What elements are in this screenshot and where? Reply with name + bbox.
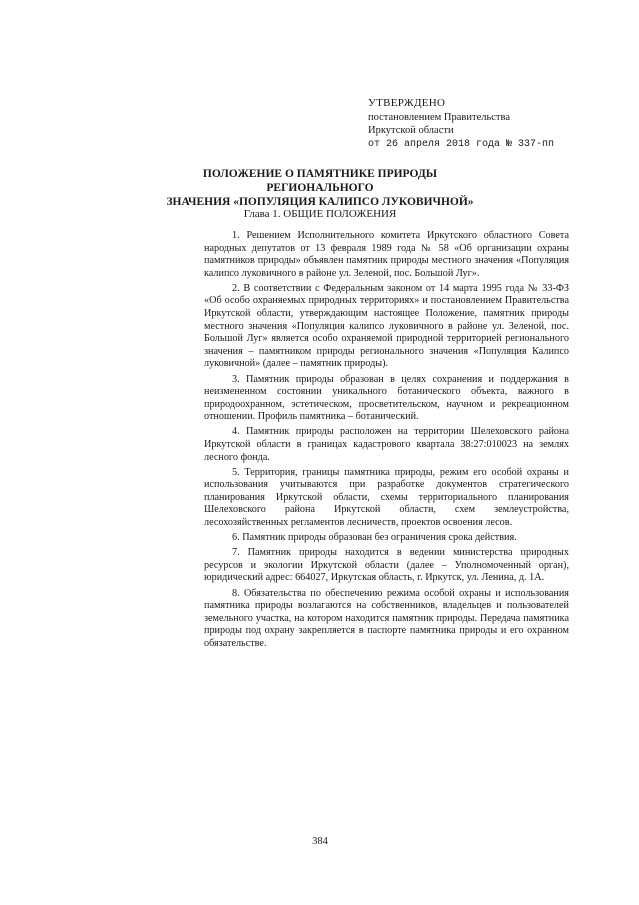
document-title xyxy=(150,167,490,209)
chapter-heading: Глава 1. ОБЩИЕ ПОЛОЖЕНИЯ xyxy=(243,208,397,220)
document-title-line-1: ПОЛОЖЕНИЕ О ПАМЯТНИКЕ ПРИРОДЫ РЕГИОНАЛЬНОГО xyxy=(202,168,438,194)
paragraph-6: 6. Памятник природы образован без ограничения срока действия. xyxy=(232,532,517,544)
paragraph-2: 2. В соответствии с Федеральным законом от 14 марта 1995 года № 33-ФЗ «Об особо охраняемых природных территориях» и постановлением Правительства Иркутской области, утверждающим настоящее Положение, памятник природы местного значения «Популяция калипсо луковичного в районе ул. Зеленой, пос. Большой Луг» является особо охраняемой природной территорией регионального значения – памятником природы регионального значения «Популяция Калипсо луковичной» (далее – памятник природы). xyxy=(204,282,569,370)
paragraph-4: 4. Памятник природы расположен на территории Шелеховского района Иркутской области в границах кадастрового квартала 38:27:010023 на землях лесного фонда. xyxy=(204,426,569,463)
approval-decree-line: от 26 апреля 2018 года № 337-пп xyxy=(368,138,555,150)
approval-line-1: постановлением Правительства xyxy=(368,111,511,123)
paragraph-3: 3. Памятник природы образован в целях сохранения и поддержания в неизмененном состоянии уникального ботанического объекта, важного в природоохранном, эстетическом, просветительском, научном и рекреационном отношении. Профиль памятника – ботанический. xyxy=(204,373,569,423)
approval-line-2: Иркутской области xyxy=(368,125,454,136)
page-number: 384 xyxy=(312,836,328,847)
approval-stamp xyxy=(368,97,608,151)
paragraph-8: 8. Обязательства по обеспечению режима особой охраны и использования памятника природы возлагаются на собственников, владельцев и пользователей земельного участка, на котором находится памятник природы. Передача памятника природы под охрану закрепляется в паспорте памятника природы и его охранном обязательстве. xyxy=(204,587,569,649)
document-body xyxy=(204,230,569,653)
document-title-line-2: ЗНАЧЕНИЯ «ПОПУЛЯЦИЯ КАЛИПСО ЛУКОВИЧНОЙ» xyxy=(166,196,474,208)
paragraph-7: 7. Памятник природы находится в ведении министерства природных ресурсов и экологии Иркутской области (далее – Уполномоченный орган), юридический адрес: 664027, Иркутская область, г. Иркутск, ул. Ленина, д. 1А. xyxy=(204,547,569,584)
paragraph-5: 5. Территория, границы памятника природы, режим его особой охраны и использования учитываются при разработке документов стратегического планирования Иркутской области, схемы территориального планирования Шелеховского района Иркутской области, схем землеустройства, лесохозяйственных регламентов лесничеств, проектов освоения лесов. xyxy=(204,466,569,529)
approval-title: УТВЕРЖДЕНО xyxy=(368,97,446,109)
paragraph-1: 1. Решением Исполнительного комитета Иркутского областного Совета народных депутатов от 13 февраля 1989 года № 58 «Об организации охраны памятников природы» объявлен памятник природы местного значения «Популяция калипсо луковичного в районе ул. Зеленой, пос. Большой Луг». xyxy=(204,230,569,279)
